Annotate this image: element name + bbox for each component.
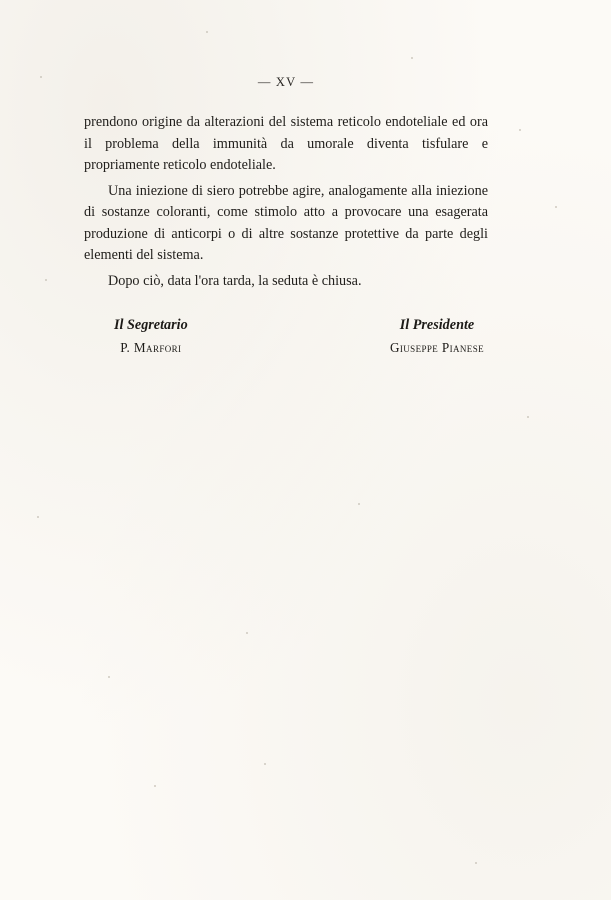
paragraph: Dopo ciò, data l'ora tarda, la seduta è chiusa. bbox=[108, 272, 362, 289]
paragraph: prendono origine da alterazioni del sistema reticolo endoteliale ed ora il problema della immunità da umorale diventa tisfulare e propriamente reticolo endoteliale. bbox=[84, 114, 488, 173]
paper-speck bbox=[527, 416, 529, 418]
signature-secretary bbox=[114, 315, 188, 359]
signature-name: Giuseppe Pianese bbox=[389, 340, 484, 355]
paper-speck bbox=[264, 763, 266, 765]
paper-speck bbox=[45, 279, 47, 281]
page-folio: — XV — bbox=[257, 75, 315, 89]
signature-title: Il Segretario bbox=[114, 317, 188, 333]
paper-speck bbox=[555, 206, 557, 208]
paper-speck bbox=[108, 676, 110, 678]
paper-speck bbox=[40, 76, 42, 78]
signature-president bbox=[390, 315, 484, 359]
body-text bbox=[84, 112, 488, 292]
paper-speck bbox=[154, 785, 156, 787]
text-column bbox=[84, 0, 488, 359]
paper-speck bbox=[358, 503, 360, 505]
paragraph: Una iniezione di siero potrebbe agire, analogamente alla iniezione di sostanze coloranti, come stimolo atto a provocare una esagerata produzione di anticorpi o di altre sostanze protettive da parte degli elementi del sistema. bbox=[84, 182, 488, 263]
signature-name: P. Marfori bbox=[120, 340, 182, 355]
paper-speck bbox=[37, 516, 39, 518]
signature-title: Il Presidente bbox=[399, 317, 475, 333]
paper-speck bbox=[475, 862, 477, 864]
paper-speck bbox=[519, 129, 521, 131]
signature-block bbox=[84, 315, 488, 359]
paper-speck bbox=[246, 632, 248, 634]
